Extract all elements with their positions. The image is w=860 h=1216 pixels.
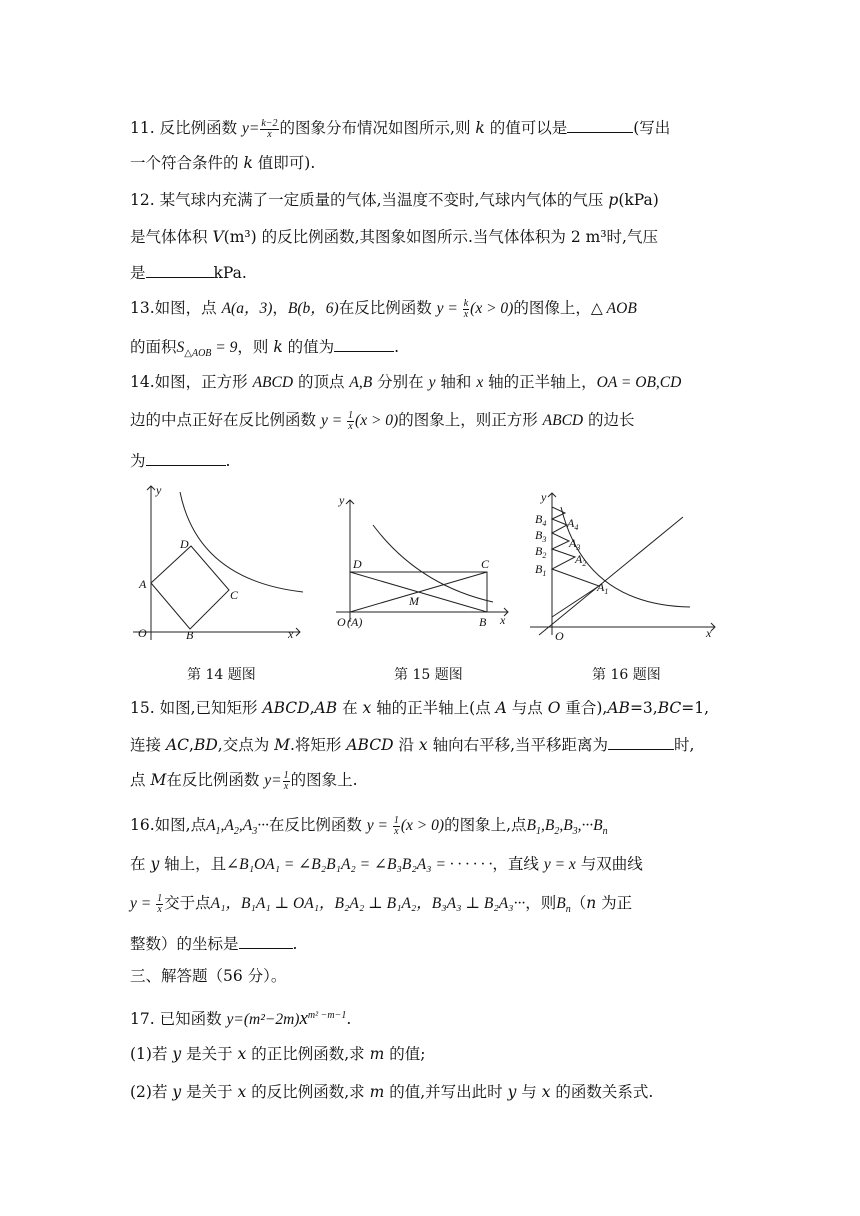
q13-answer-blank[interactable] bbox=[334, 336, 394, 352]
q15-x: x bbox=[362, 699, 372, 717]
q16-fraction bbox=[393, 816, 400, 837]
fig15-caption: 第 15 题图 bbox=[394, 667, 463, 683]
q14-text: 14.如图，正方形 bbox=[130, 373, 253, 391]
q11-frac-den: x bbox=[267, 128, 272, 140]
q15-abcd: ABCD bbox=[262, 699, 310, 717]
fig14-label-y: y bbox=[156, 483, 162, 497]
q16-cond: (x > 0) bbox=[400, 817, 445, 834]
figure-15 bbox=[333, 490, 518, 640]
fig16-line-yx bbox=[539, 517, 683, 635]
q16-bn-2: B bbox=[556, 895, 566, 912]
fig16-label-b3: $B_3$ bbox=[535, 528, 547, 544]
fig15-label-o: O bbox=[337, 615, 346, 629]
q14-y-eq: y = bbox=[320, 412, 347, 429]
q15-x-2: x bbox=[418, 736, 428, 754]
q15-bc: BC bbox=[657, 699, 682, 717]
q11-line1 bbox=[130, 117, 670, 140]
q16-text-2a: 在 bbox=[130, 855, 151, 873]
fig16-label-o: O bbox=[555, 629, 564, 643]
q17-p2-c: 的反比例函数,求 bbox=[246, 1083, 370, 1101]
q17-p1-a: (1)若 bbox=[130, 1045, 173, 1063]
q14-text-2a: 边的中点正好在反比例函数 bbox=[130, 411, 321, 429]
q17-period: . bbox=[346, 1010, 352, 1029]
q15-text-3a: 点 bbox=[130, 771, 151, 789]
fig14-label-d: D bbox=[180, 537, 189, 551]
q15-frac-num: 1 bbox=[283, 769, 289, 781]
fig16-label-b4: $B_4$ bbox=[535, 512, 547, 528]
q12-text-2b: (m³) 的反比例函数,其图象如图所示.当气体体积为 2 m³时,气压 bbox=[223, 228, 658, 246]
fig16-label-a2: $A_2$ bbox=[575, 552, 587, 568]
q16-text-c: 的图象上,点 bbox=[444, 816, 527, 834]
q16-text-2c: ，直线 bbox=[492, 855, 544, 873]
q12-line3 bbox=[130, 262, 247, 283]
figure-14 bbox=[128, 480, 308, 645]
q12-v: V bbox=[212, 228, 224, 246]
q13-frac-num: k bbox=[463, 297, 469, 309]
q14-text-2b: 的图象上，则正方形 bbox=[398, 411, 543, 429]
q16-y-eq-2: y = bbox=[130, 895, 156, 912]
fig14-label-b: B bbox=[186, 628, 194, 642]
q15-ab: AB bbox=[314, 699, 338, 717]
q16-perp: A₁，B₁A₁ ⊥ OA₁，B₂A₂ ⊥ B₁A₂，B₃A₃ ⊥ B₂A₃··· bbox=[210, 895, 526, 912]
q17-coef: (m²−2m) bbox=[243, 1011, 300, 1029]
q14-frac-num: 1 bbox=[348, 409, 354, 421]
q15-text-2a: 连接 bbox=[130, 736, 166, 754]
q13-text-b: 在反比例函数 bbox=[338, 299, 437, 317]
q15-frac-den: x bbox=[283, 780, 289, 792]
q13-point-b: B(b，6) bbox=[287, 300, 339, 317]
fig15-label-d: D bbox=[353, 557, 362, 571]
q11-text-c: 的值可以是 bbox=[484, 119, 568, 137]
q16-points-a: $A_1,A_2,A_3\cdot\cdot\cdot$ bbox=[206, 817, 269, 838]
q16-b3: B bbox=[563, 817, 573, 834]
q12-text-3a: 是 bbox=[130, 264, 146, 282]
q16-frac-den: x bbox=[394, 825, 399, 837]
q13-y: y = bbox=[436, 300, 462, 317]
q14-oa: OA = OB,CD bbox=[596, 374, 682, 391]
q15-line3 bbox=[130, 770, 358, 792]
q15-comma: , bbox=[309, 699, 315, 717]
q15-text-e: 与点 bbox=[506, 699, 548, 717]
q14-text-b: 的顶点 bbox=[293, 373, 350, 391]
q15-m: M bbox=[274, 736, 290, 754]
q12-answer-blank[interactable] bbox=[146, 262, 214, 278]
q13-line1 bbox=[130, 298, 637, 320]
q14-y: y bbox=[428, 374, 436, 391]
q15-ab-eq: AB bbox=[607, 699, 630, 717]
q16-fraction-2 bbox=[156, 894, 163, 915]
fig16-label-x: x bbox=[706, 626, 712, 640]
q11-k: k bbox=[475, 119, 485, 137]
q11-y: y= bbox=[242, 120, 260, 137]
q17-p1-c: 的正比例函数,求 bbox=[246, 1045, 370, 1063]
fig16-label-b1: $B_1$ bbox=[535, 562, 547, 578]
q12-text-3b: kPa. bbox=[213, 264, 247, 282]
q15-ac: AC bbox=[165, 736, 189, 754]
fig16-label-b2: $B_2$ bbox=[535, 544, 547, 560]
q16-text-3b: ，则 bbox=[525, 894, 557, 912]
q17-p2-b: 是关于 bbox=[181, 1083, 238, 1101]
q13-comma: ， bbox=[272, 299, 288, 317]
q12-unit: (kPa) bbox=[618, 191, 659, 209]
q11-text-2: 一个符合条件的 bbox=[130, 154, 244, 172]
q11-fraction bbox=[260, 119, 278, 140]
q12-line2 bbox=[130, 227, 658, 247]
q15-line1 bbox=[130, 698, 709, 718]
q15-line2 bbox=[130, 734, 694, 755]
q16-text-b: 在反比例函数 bbox=[268, 816, 367, 834]
q13-text-2c: 的值为 bbox=[282, 338, 335, 356]
q16-line1 bbox=[130, 815, 608, 842]
q17-exponent: m² −m−1 bbox=[307, 1010, 347, 1021]
fig14-label-c: C bbox=[230, 588, 239, 602]
q14-cond: (x > 0) bbox=[355, 412, 399, 429]
q13-point-a: A(a，3) bbox=[221, 300, 273, 317]
q14-frac-den: x bbox=[348, 420, 353, 432]
q16-y: y bbox=[150, 855, 160, 873]
q16-points-b: $B_1,B_2,B_3,\cdot\cdot\cdot B_n$ bbox=[526, 817, 608, 838]
q15-fraction bbox=[283, 771, 290, 792]
fig16-label-a4: $A_4$ bbox=[567, 516, 579, 532]
q11-text-d: (写出 bbox=[633, 119, 671, 137]
q16-angles: ∠B₁OA₁ = ∠B₂B₁A₂ = ∠B₃B₂A₃ = · · · · · · bbox=[226, 856, 493, 873]
q13-area-sub: △AOB bbox=[184, 348, 212, 360]
q15-m-2: M bbox=[150, 771, 167, 789]
fig16-b2-letter: B bbox=[535, 544, 543, 558]
q15-text-2d: .将矩形 bbox=[290, 736, 347, 754]
q16-n-sub: n bbox=[565, 904, 571, 916]
q16-text-4a: 整数）的坐标是 bbox=[130, 935, 239, 953]
q15-abcd-2: ABCD bbox=[346, 736, 394, 754]
q13-line2 bbox=[130, 336, 399, 364]
q16-a1: A bbox=[206, 817, 216, 834]
q15-y-eq: y= bbox=[264, 772, 282, 789]
q15-text-2c: ,交点为 bbox=[217, 736, 275, 754]
q16-line4 bbox=[130, 933, 297, 954]
q11-text: 11. 反比例函数 bbox=[130, 119, 243, 137]
fig15-label-m: M bbox=[409, 594, 419, 608]
q15-eq3: =3, bbox=[629, 699, 658, 717]
q15-o: O bbox=[547, 699, 561, 717]
fig16-a4-letter: A bbox=[567, 516, 575, 530]
fig16-a3-letter: A bbox=[569, 536, 577, 550]
q14-abcd-2: ABCD bbox=[542, 412, 584, 429]
q15-answer-blank[interactable] bbox=[608, 734, 674, 750]
q17-p1-d: 的值; bbox=[384, 1045, 426, 1063]
q16-answer-blank[interactable] bbox=[239, 933, 293, 949]
q15-text-d: 轴的正半轴上(点 bbox=[371, 699, 496, 717]
q13-period: . bbox=[394, 338, 400, 356]
fig15-label-x: x bbox=[500, 613, 506, 627]
q16-y-eq: y = bbox=[366, 817, 392, 834]
q17-text: 17. 已知函数 bbox=[130, 1010, 227, 1029]
q15-text: 15. 如图,已知矩形 bbox=[130, 699, 263, 717]
fig16-b4-letter: B bbox=[535, 512, 543, 526]
q15-text-2e: 沿 bbox=[393, 736, 419, 754]
q13-k: k bbox=[273, 338, 283, 356]
q16-period: . bbox=[292, 935, 298, 953]
q15-text-3c: 的图象上. bbox=[290, 771, 358, 789]
q17-part1: (1)若 y 是关于 x 的正比例函数,求 m 的值; bbox=[130, 1045, 426, 1063]
q16-b2: B bbox=[544, 817, 555, 834]
q16-bn: B bbox=[593, 817, 603, 834]
q15-text-f: 重合), bbox=[560, 699, 608, 717]
fig14-hyperbola bbox=[180, 492, 303, 592]
q16-text: 16.如图,点 bbox=[130, 816, 207, 834]
q13-frac-den: x bbox=[463, 308, 469, 320]
q15-eq1: =1, bbox=[681, 699, 710, 717]
q13-area-val: = 9 bbox=[211, 339, 238, 356]
q14-period: . bbox=[225, 452, 231, 470]
q14-text-3: 为 bbox=[130, 452, 146, 470]
q17-p1-b: 是关于 bbox=[181, 1045, 238, 1063]
q13-text: 13.如图，点 bbox=[130, 299, 222, 317]
q14-abcd: ABCD bbox=[252, 374, 294, 391]
q14-text-d: 轴和 bbox=[435, 373, 477, 391]
q11-text-b: 的图象分布情况如图所示,则 bbox=[279, 119, 476, 137]
q11-answer-blank[interactable] bbox=[567, 117, 633, 133]
q12-line1 bbox=[130, 190, 659, 210]
q14-ab: A,B bbox=[349, 374, 373, 391]
q14-text-c: 分别在 bbox=[372, 373, 429, 391]
q17-line1 bbox=[130, 1006, 351, 1030]
q11-k-2: k bbox=[243, 154, 253, 172]
q16-frac-num: 1 bbox=[393, 814, 399, 826]
q16-text-2b: 轴上，且 bbox=[159, 855, 227, 873]
q15-a: A bbox=[495, 699, 507, 717]
q13-text-2b: ，则 bbox=[237, 338, 274, 356]
q13-triangle: △ AOB bbox=[590, 300, 637, 317]
fig15-label-a: (A) bbox=[347, 615, 363, 629]
q17-p2-e: 与 bbox=[516, 1083, 542, 1101]
fig16-caption: 第 16 题图 bbox=[592, 667, 661, 683]
q16-text-3c: （ bbox=[570, 894, 587, 912]
q14-line3 bbox=[130, 450, 230, 471]
fig14-label-o: O bbox=[138, 626, 147, 640]
fig16-label-a1: $A_1$ bbox=[597, 580, 609, 596]
q15-text-2g: 时, bbox=[674, 736, 695, 754]
q16-text-3a: 交于点 bbox=[164, 894, 211, 912]
q11-text-2b: 值即可). bbox=[252, 154, 316, 172]
q15-text-c: 在 bbox=[337, 699, 363, 717]
fig16-a2-letter: A bbox=[575, 552, 583, 566]
q16-frac-den-2: x bbox=[157, 903, 162, 915]
fig15-label-y: y bbox=[339, 493, 345, 507]
q15-bd: BD bbox=[193, 736, 218, 754]
q13-area: S bbox=[176, 339, 185, 356]
q17-part2: (2)若 y 是关于 x 的反比例函数,求 m 的值,并写出此时 y 与 x 的函数关系式. bbox=[130, 1083, 654, 1101]
fig15-label-c: C bbox=[481, 557, 490, 571]
q17-y-eq: y= bbox=[226, 1011, 244, 1029]
fig16-b3-letter: B bbox=[535, 528, 543, 542]
q14-x: x bbox=[476, 374, 484, 391]
q16-text-2d: 与双曲线 bbox=[575, 855, 643, 873]
fig16-label-y: y bbox=[541, 490, 547, 504]
q17-x: x bbox=[299, 1008, 308, 1030]
fig16-a1-letter: A bbox=[597, 580, 605, 594]
q13-fraction bbox=[463, 299, 469, 320]
fig15-hyperbola bbox=[373, 525, 493, 602]
q15-text-3b: 在反比例函数 bbox=[166, 771, 265, 789]
q13-text-2a: 的面积 bbox=[130, 338, 177, 356]
q13-cond: (x > 0) bbox=[470, 300, 514, 317]
q13-text-c: 的图像上， bbox=[513, 299, 591, 317]
fig16-label-a3: $A_3$ bbox=[569, 536, 581, 552]
q17-p2-d: 的值,并写出此时 bbox=[384, 1083, 508, 1101]
q16-line2 bbox=[130, 854, 643, 875]
fig16-b1-letter: B bbox=[535, 562, 543, 576]
q12-text-2a: 是气体体积 bbox=[130, 228, 213, 246]
q14-line2 bbox=[130, 410, 635, 432]
q14-text-2c: 的边长 bbox=[583, 411, 635, 429]
fig14-label-x: x bbox=[288, 627, 294, 641]
q14-answer-blank[interactable] bbox=[146, 450, 226, 466]
fig15-label-b: B bbox=[479, 615, 487, 629]
q14-fraction bbox=[347, 411, 354, 432]
q15-comma-2: , bbox=[189, 736, 194, 754]
q11-line2 bbox=[130, 153, 315, 173]
q11-frac-num: k−2 bbox=[261, 117, 278, 129]
q16-frac-num-2: 1 bbox=[157, 892, 163, 904]
q15-text-2f: 轴向右平移,当平移距离为 bbox=[427, 736, 608, 754]
section-3-title: 三、解答题（56 分）。 bbox=[130, 967, 287, 985]
fig14-label-a: A bbox=[139, 577, 147, 591]
q14-line1 bbox=[130, 372, 681, 393]
q17-p2-f: 的函数关系式. bbox=[550, 1083, 654, 1101]
q12-text: 12. 某气球内充满了一定质量的气体,当温度不变时,气球内气体的气压 bbox=[130, 191, 609, 209]
q16-n: n bbox=[586, 894, 597, 912]
fig14-caption: 第 14 题图 bbox=[187, 667, 256, 683]
q17-p2-a: (2)若 bbox=[130, 1083, 173, 1101]
q16-line3 bbox=[130, 893, 632, 920]
q16-text-3d: 为正 bbox=[596, 894, 633, 912]
figure-16 bbox=[525, 485, 725, 645]
q12-p: p bbox=[608, 191, 619, 209]
q16-a2: A bbox=[224, 817, 234, 834]
q14-text-e: 轴的正半轴上， bbox=[483, 373, 597, 391]
q16-yx: y = x bbox=[543, 856, 576, 873]
q16-a3: A bbox=[242, 817, 253, 834]
q16-b1: B bbox=[526, 817, 536, 834]
